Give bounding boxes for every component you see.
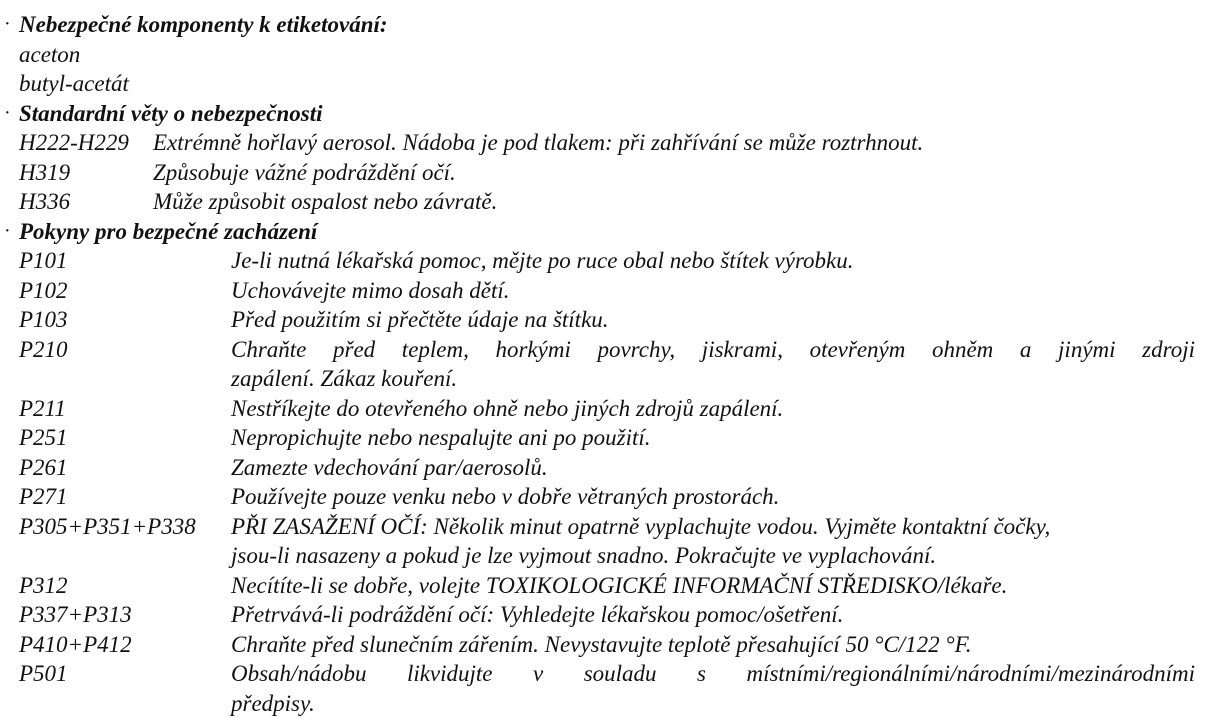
precaution-text: předpisy. (231, 690, 315, 716)
precaution-statement (0, 630, 1226, 660)
hazard-text: Může způsobit ospalost nebo závratě. (153, 189, 498, 214)
hazard-statement (0, 187, 1226, 217)
precaution-text: Zamezte vdechování par/aerosolů. (231, 454, 548, 480)
precaution-text: zapálení. Zákaz kouření. (231, 366, 458, 391)
precaution-code: P312 (19, 572, 68, 598)
components-heading-line (0, 10, 1226, 40)
precaution-statement (0, 600, 1226, 630)
precaution-statement (0, 335, 1226, 365)
precaution-statement (0, 305, 1226, 335)
precaution-statement (0, 276, 1226, 306)
bullet-marker: · (4, 13, 11, 35)
hazard-text: Způsobuje vážné podráždění očí. (153, 159, 456, 185)
precaution-text: jsou-li nasazeny a pokud je lze vyjmout snadno. Pokračujte ve vyplachování. (231, 543, 937, 568)
precaution-text: Je-li nutná lékařská pomoc, mějte po ruce obal nebo štítek výrobku. (231, 248, 854, 273)
precaution-code: P305+P351+P338 (19, 513, 196, 539)
component-item (0, 69, 1226, 99)
precaution-statement (0, 423, 1226, 453)
precaution-text: Uchovávejte mimo dosah dětí. (231, 277, 510, 303)
precaution-text: Chraňte před teplem, horkými povrchy, jiskrami, otevřeným ohněm a jinými zdroji (231, 336, 1195, 362)
precaution-statement-continuation (0, 364, 1226, 394)
hazard-heading: Standardní věty o nebezpečnosti (19, 100, 323, 126)
precaution-code: P261 (19, 454, 68, 480)
component-name: butyl-acetát (19, 71, 129, 96)
precaution-statement (0, 453, 1226, 483)
precaution-code: P211 (19, 395, 66, 421)
precaution-statement (0, 512, 1226, 542)
precaution-code: P102 (19, 277, 68, 303)
component-name: aceton (19, 41, 81, 67)
hazard-statement (0, 128, 1226, 158)
precaution-heading-line (0, 217, 1226, 247)
hazard-statement (0, 158, 1226, 188)
hazard-text: Extrémně hořlavý aerosol. Nádoba je pod tlakem: při zahřívání se může roztrhnout. (153, 130, 924, 155)
component-item (0, 40, 1226, 70)
precaution-statement (0, 659, 1226, 689)
precaution-heading: Pokyny pro bezpečné zacházení (19, 218, 318, 244)
precaution-text: Obsah/nádobu likvidujte v souladu s místními/regionálními/národními/mezinárodními (231, 661, 1195, 686)
components-heading: Nebezpečné komponenty k etiketování: (19, 12, 388, 37)
precaution-text: Nepropichujte nebo nespalujte ani po použití. (231, 425, 651, 450)
precaution-code: P251 (19, 425, 68, 450)
precaution-code: P337+P313 (19, 602, 132, 627)
document-body (0, 10, 1226, 718)
precaution-code: P103 (19, 307, 68, 332)
precaution-text: Nestříkejte do otevřeného ohně nebo jiných zdrojů zapálení. (231, 395, 784, 421)
hazard-code: H222-H229 (19, 130, 129, 155)
hazard-code: H336 (19, 189, 71, 214)
precaution-statement (0, 482, 1226, 512)
hazard-heading-line (0, 99, 1226, 129)
precaution-code: P271 (19, 484, 68, 509)
precaution-text: Necítíte-li se dobře, volejte TOXIKOLOGICKÉ INFORMAČNÍ STŘEDISKO/lékaře. (231, 572, 1008, 598)
precaution-text: Přetrvává-li podráždění očí: Vyhledejte lékařskou pomoc/ošetření. (231, 602, 844, 627)
precaution-code: P501 (19, 661, 68, 686)
precaution-code: P210 (19, 336, 68, 362)
precaution-text: Před použitím si přečtěte údaje na štítku. (231, 307, 609, 332)
precaution-statement (0, 394, 1226, 424)
precaution-text: Používejte pouze venku nebo v dobře větraných prostorách. (231, 484, 780, 509)
hazard-code: H319 (19, 159, 71, 185)
precaution-text: PŘI ZASAŽENÍ OČÍ: Několik minut opatrně vyplachujte vodou. Vyjměte kontaktní čočky, (231, 513, 1051, 539)
precaution-statement-continuation (0, 689, 1226, 718)
precaution-code: P101 (19, 248, 68, 273)
precaution-statement (0, 246, 1226, 276)
precaution-text: Chraňte před slunečním zářením. Nevystavujte teplotě přesahující 50 °C/122 °F. (231, 631, 972, 657)
precaution-code: P410+P412 (19, 631, 132, 657)
precaution-statement (0, 571, 1226, 601)
precaution-statement-continuation (0, 541, 1226, 571)
bullet-marker: · (4, 219, 11, 242)
bullet-marker: · (4, 101, 11, 124)
